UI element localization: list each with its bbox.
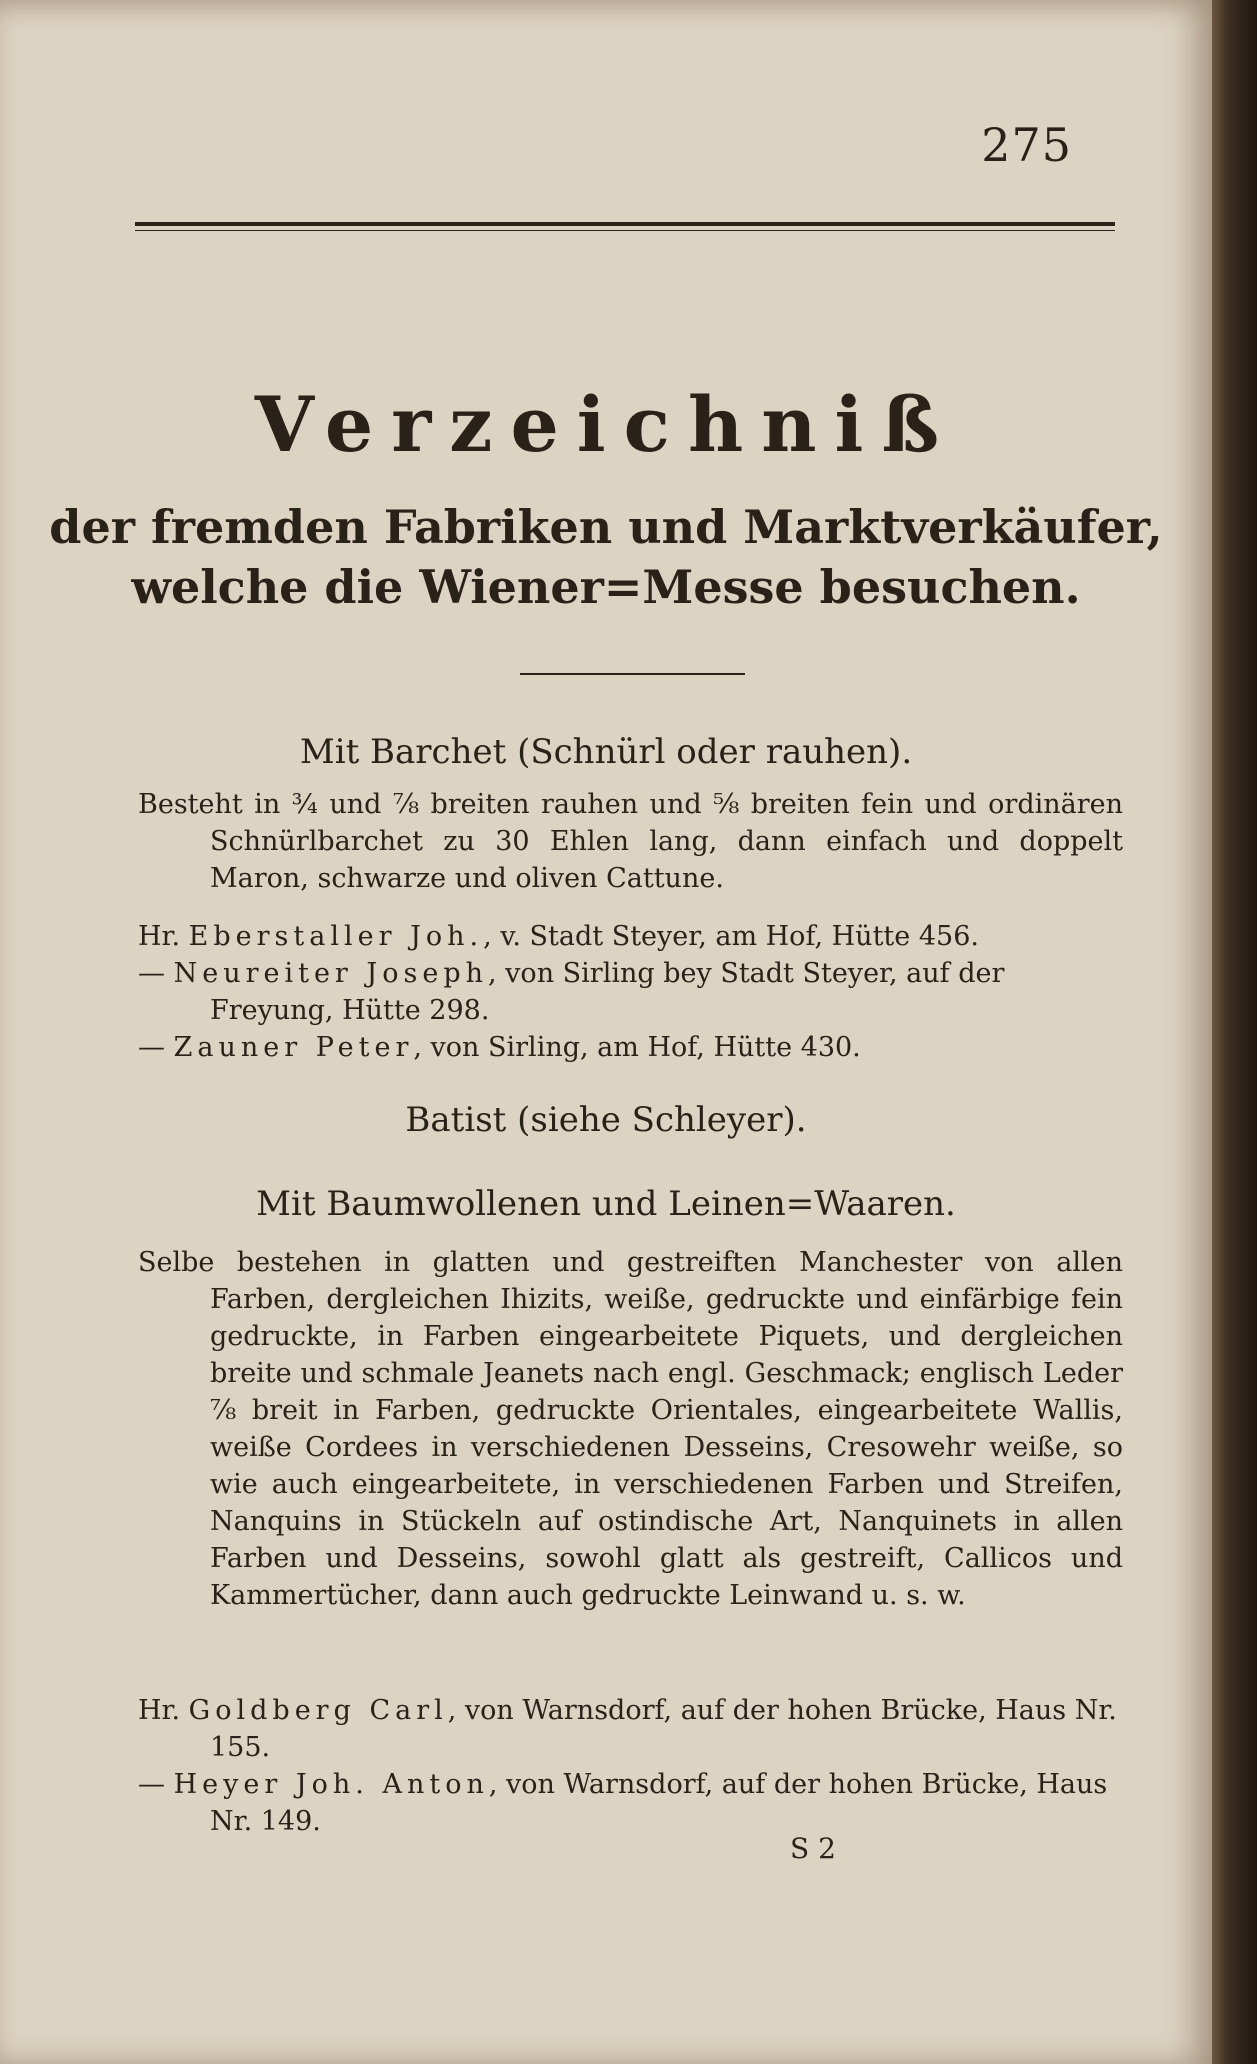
header-rule-thin xyxy=(135,230,1115,231)
book-page-edge xyxy=(1212,0,1257,2064)
vendor-list-baumwolle xyxy=(138,1692,1123,1840)
signature-mark: S 2 xyxy=(790,1832,836,1865)
vendor-details: , von Warnsdorf, auf der hohen Brücke, Haus Nr. 155. xyxy=(210,1695,1117,1763)
subtitle-line-1: der fremden Fabriken und Marktverkäufer, xyxy=(49,500,1163,554)
section-description-barchet xyxy=(138,786,1123,897)
vendor-name: Eberstaller Joh. xyxy=(188,921,484,952)
description-text: Besteht in ¾ und ⅞ breiten rauhen und ⅝ breiten fein und ordinären Schnürlbarchet zu 30 Ehlen lang, dann einfach und doppelt Maron, schwarze und oliven Cattune. xyxy=(138,789,1123,894)
section-heading-barchet: Mit Barchet (Schnürl oder rauhen). xyxy=(299,732,913,772)
vendor-details: , von Sirling bey Stadt Steyer, auf der Freyung, Hütte 298. xyxy=(210,958,1005,1026)
vendor-entry xyxy=(138,1029,1123,1066)
section-heading-baumwolle: Mit Baumwollenen und Leinen=Waaren. xyxy=(256,1184,956,1224)
vendor-details: , v. Stadt Steyer, am Hof, Hütte 456. xyxy=(483,921,979,952)
vendor-name: Neureiter Joseph xyxy=(173,958,489,989)
vendor-entry xyxy=(138,918,1123,955)
vendor-entry xyxy=(138,1766,1123,1840)
vendor-name: Heyer Joh. Anton xyxy=(173,1769,489,1800)
title-divider xyxy=(520,673,745,675)
entry-prefix: Hr. xyxy=(138,1695,181,1726)
entry-prefix: — xyxy=(138,1032,165,1063)
vendor-details: , von Sirling, am Hof, Hütte 430. xyxy=(413,1032,861,1063)
vendor-name: Zauner Peter xyxy=(173,1032,414,1063)
vendor-entry xyxy=(138,955,1123,1029)
vendor-list-barchet xyxy=(138,918,1123,1066)
entry-prefix: Hr. xyxy=(138,921,181,952)
vendor-details: , von Warnsdorf, auf der hohen Brücke, Haus Nr. 149. xyxy=(210,1769,1108,1837)
section-heading-batist: Batist (siehe Schleyer). xyxy=(405,1100,807,1140)
subtitle-line-2: welche die Wiener=Messe besuchen. xyxy=(131,560,1081,614)
page-title: Verzeichniß xyxy=(254,380,958,469)
vendor-name: Goldberg Carl xyxy=(188,1695,448,1726)
header-rule xyxy=(135,222,1115,226)
entry-prefix: — xyxy=(138,1769,165,1800)
section-description-baumwolle xyxy=(138,1244,1123,1614)
entry-prefix: — xyxy=(138,958,165,989)
description-text: Selbe bestehen in glatten und gestreiften Manchester von allen Farben, dergleichen Ihizits, weiße, gedruckte und einfärbige fein gedruckte, in Farben eingearbeitete Piquets, und dergleichen breite und schmale Jeanets nach engl. Geschmack; englisch Leder ⅞ breit in Farben, gedruckte Orientales, eingearbeitete Wallis, weiße Cordees in verschiedenen Desseins, Cresowehr weiße, so wie auch eingearbeitete, in verschiedenen Farben und Streifen, Nanquins in Stückeln auf ostindische Art, Nanquinets in allen Farben und Desseins, sowohl glatt als gestreift, Callicos und Kammertücher, dann auch gedruckte Leinwand u. s. w. xyxy=(138,1247,1123,1611)
vendor-entry xyxy=(138,1692,1123,1766)
page-number: 275 xyxy=(981,118,1072,172)
